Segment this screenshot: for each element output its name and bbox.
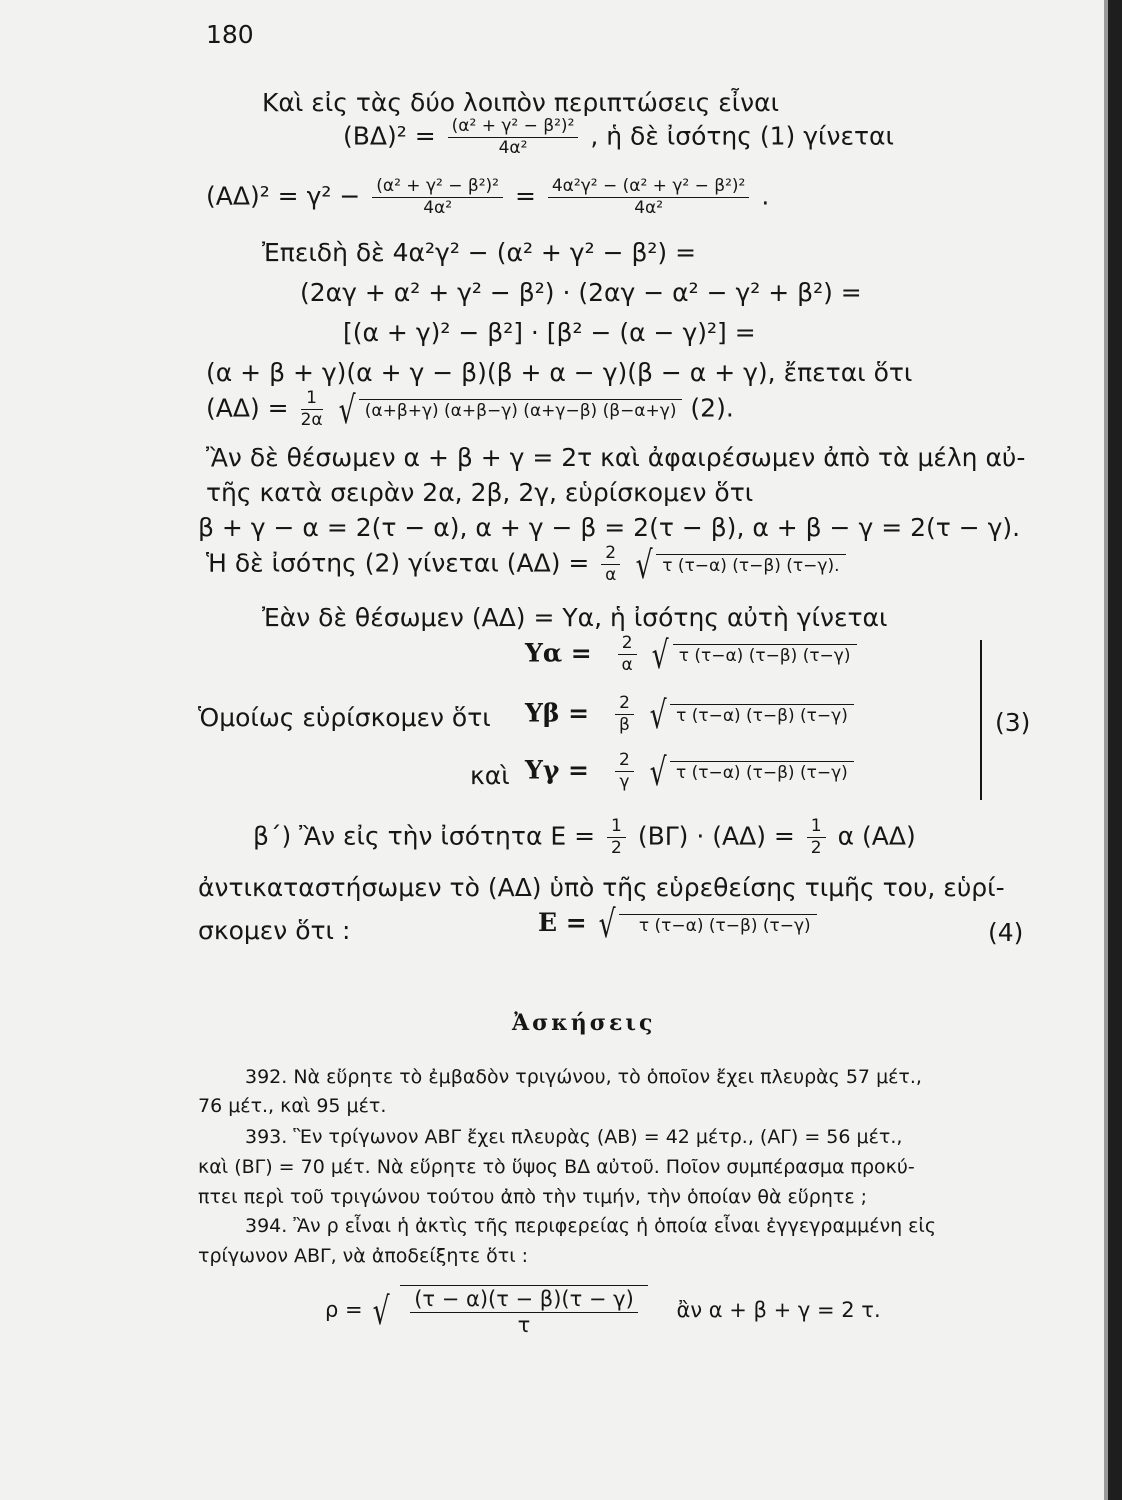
y-gamma-radicand: τ (τ−α) (τ−β) (τ−γ) [670, 761, 854, 782]
ad-end: . [761, 181, 770, 211]
half-numerator-1: 1 [607, 818, 626, 838]
heron-radicand: τ (τ−α) (τ−β) (τ−γ) [619, 914, 817, 935]
y-gamma-numerator: 2 [615, 752, 634, 772]
text-line-19: σκομεν ὅτι : [198, 916, 351, 945]
formula-bd-squared [343, 118, 894, 157]
sqrt-sign: √ [372, 1288, 390, 1333]
and-text: καὶ [470, 761, 510, 790]
area-e-lhs: β΄) Ἂν εἰς τὴν ἰσότητα Ε = [253, 821, 596, 851]
brace-group-3 [970, 640, 982, 800]
ad-root-lhs: (ΑΔ) = [206, 393, 289, 423]
text-line-10: τῆς κατὰ σειρὰν 2α, 2β, 2γ, εὑρίσκομεν ὅτι [206, 478, 754, 507]
formula-area-e [253, 818, 916, 857]
rho-sqrt [369, 1285, 648, 1336]
y-alpha-radicand: τ (τ−α) (τ−β) (τ−γ) [673, 644, 857, 665]
formula-rho [325, 1285, 881, 1336]
exercises-heading: Ἀσκήσεις [512, 1010, 656, 1036]
equation-tag-2: (2). [690, 393, 734, 423]
ad-radicand: (α+β+γ) (α+β−γ) (α+γ−β) (β−α+γ) [359, 399, 683, 420]
y-alpha-numerator: 2 [618, 635, 637, 655]
ad-root-denominator: 2α [300, 410, 323, 430]
ad-root-fraction [301, 390, 323, 429]
equation-tag-3: (3) [995, 708, 1031, 737]
y-beta-sqrt [646, 692, 854, 737]
equation-tag-4: (4) [988, 918, 1024, 947]
text-line-1: Καὶ εἰς τὰς δύο λοιπὸν περιπτώσεις εἶναι [262, 88, 780, 117]
sqrt-sign: √ [635, 542, 653, 587]
ad-root-sqrt [335, 387, 683, 432]
exercise-394-line-1: 394. Ἂν ρ εἶναι ἡ ἀκτὶς τῆς περιφερείας ἡ ὁποία εἶναι ἐγγεγραμμένη εἰς [245, 1215, 937, 1237]
rho-radicand [400, 1285, 648, 1336]
y-alpha-lhs: Υα = [525, 638, 592, 668]
formula-ad-squared [206, 178, 769, 217]
y-gamma-lhs: Υγ = [525, 755, 590, 785]
ad-fraction-1 [372, 178, 503, 217]
bd-lhs: (ΒΔ)² = [343, 121, 436, 151]
y-gamma-sqrt [646, 749, 854, 794]
half-denominator-1: 2 [611, 838, 622, 858]
y-gamma-denominator: γ [619, 772, 630, 792]
exercise-393-line-3: πτει περὶ τοῦ τριγώνου τούτου ἀπὸ τὴν τιμήν, τὴν ὁποίαν θὰ εὕρητε ; [198, 1186, 868, 1208]
y-beta-radicand: τ (τ−α) (τ−β) (τ−γ) [670, 704, 854, 725]
text-line-6: [(α + γ)² − β²] · [β² − (α − γ)²] = [343, 318, 756, 347]
exercise-393-line-1: 393. Ἓν τρίγωνον ΑΒΓ ἔχει πλευρὰς (ΑΒ) = 42 μέτρ., (ΑΓ) = 56 μέτ., [245, 1126, 903, 1148]
ad-tau-radicand: τ (τ−α) (τ−β) (τ−γ). [656, 554, 845, 575]
sqrt-sign: √ [338, 387, 356, 432]
ad-numerator-1: (α² + γ² − β²)² [372, 178, 503, 198]
y-beta-lhs: Υβ = [525, 698, 590, 728]
text-line-13: Ἐὰν δὲ θέσωμεν (ΑΔ) = Υα, ἡ ἰσότης αὐτὴ γίνεται [262, 603, 888, 632]
ad-denominator-1: 4α² [423, 198, 453, 218]
text-line-4: Ἐπειδὴ δὲ 4α²γ² − (α² + γ² − β²) = [262, 238, 697, 267]
text-line-18: ἀντικαταστήσωμεν τὸ (ΑΔ) ὑπὸ τῆς εὑρεθείσης τιμῆς του, εὑρί- [198, 873, 1005, 902]
sqrt-sign: √ [649, 749, 667, 794]
half-fraction-1 [607, 818, 626, 857]
rho-fraction [410, 1289, 638, 1336]
ad-equals: = [514, 181, 536, 211]
similarly-text: Ὁμοίως εὑρίσκομεν ὅτι [198, 703, 491, 732]
half-numerator-2: 1 [807, 818, 826, 838]
bd-rhs: , ἡ δὲ ἰσότης (1) γίνεται [590, 121, 894, 151]
ad-tau-denominator: α [605, 565, 617, 585]
ad-root-numerator: 1 [301, 390, 323, 410]
formula-ad-root [206, 387, 734, 432]
y-alpha-sqrt [648, 632, 856, 677]
exercise-392-line-1: 392. Νὰ εὕρητε τὸ ἐμβαδὸν τριγώνου, τὸ ὁποῖον ἔχει πλευρὰς 57 μέτ., [245, 1066, 922, 1088]
ad-tau-lhs: Ἡ δὲ ἰσότης (2) γίνεται (ΑΔ) = [206, 548, 590, 578]
formula-heron [538, 902, 817, 946]
text-line-7: (α + β + γ)(α + γ − β)(β + α − γ)(β − α + γ), ἔπεται ὅτι [206, 358, 913, 387]
heron-sqrt [595, 902, 817, 946]
page-edge-shadow [1108, 0, 1122, 1500]
ad-fraction-2 [548, 178, 750, 217]
exercise-392-line-2: 76 μέτ., καὶ 95 μέτ. [198, 1095, 387, 1117]
sqrt-sign: √ [652, 632, 670, 677]
y-gamma-fraction [615, 752, 634, 791]
sqrt-sign: √ [649, 692, 667, 737]
y-beta-denominator: β [619, 715, 630, 735]
half-fraction-2 [807, 818, 826, 857]
bd-numerator: (α² + γ² − β²)² [448, 118, 579, 138]
text-line-9: Ἂν δὲ θέσωμεν α + β + γ = 2τ καὶ ἀφαιρέσωμεν ἀπὸ τὰ μέλη αὐ- [206, 443, 1026, 472]
text-line-11: β + γ − α = 2(τ − α), α + γ − β = 2(τ − β), α + β − γ = 2(τ − γ). [198, 513, 1021, 542]
half-denominator-2: 2 [810, 838, 822, 858]
sqrt-sign: √ [598, 902, 616, 946]
text-line-5: (2αγ + α² + γ² − β²) · (2αγ − α² − γ² + β²) = [300, 278, 862, 307]
y-alpha-denominator: α [621, 655, 633, 675]
exercise-393-line-2: καὶ (ΒΓ) = 70 μέτ. Νὰ εὕρητε τὸ ὕψος ΒΔ αὐτοῦ. Ποῖον συμπέρασμα προκύ- [198, 1156, 915, 1178]
y-alpha-fraction [618, 635, 637, 674]
rho-denominator: τ [517, 1313, 531, 1337]
bd-denominator: 4α² [498, 138, 528, 158]
exercise-394-line-2: τρίγωνον ΑΒΓ, νὰ ἀποδείξητε ὅτι : [198, 1245, 529, 1267]
y-beta-numerator: 2 [615, 695, 634, 715]
page-edge-line [1104, 0, 1108, 1500]
ad-lhs: (ΑΔ)² = γ² − [206, 181, 361, 211]
area-e-end: α (ΑΔ) [837, 821, 916, 851]
bd-fraction [448, 118, 579, 157]
formula-y-beta [525, 692, 854, 737]
ad-tau-fraction [601, 545, 620, 584]
rho-lhs: ρ = [325, 1297, 363, 1322]
rho-numerator: (τ − α)(τ − β)(τ − γ) [410, 1289, 638, 1313]
rho-condition: ἂν α + β + γ = 2 τ. [676, 1297, 881, 1322]
ad-tau-numerator: 2 [601, 545, 620, 565]
ad-tau-sqrt [632, 542, 845, 587]
ad-numerator-2: 4α²γ² − (α² + γ² − β²)² [548, 178, 750, 198]
page-number: 180 [206, 20, 254, 49]
ad-denominator-2: 4α² [634, 198, 664, 218]
formula-y-alpha [525, 632, 857, 677]
formula-y-gamma [525, 749, 854, 794]
area-e-mid: (ΒΓ) · (ΑΔ) = [637, 821, 795, 851]
y-beta-fraction [615, 695, 634, 734]
formula-ad-tau [206, 542, 846, 587]
heron-lhs: Ε = [538, 908, 587, 937]
